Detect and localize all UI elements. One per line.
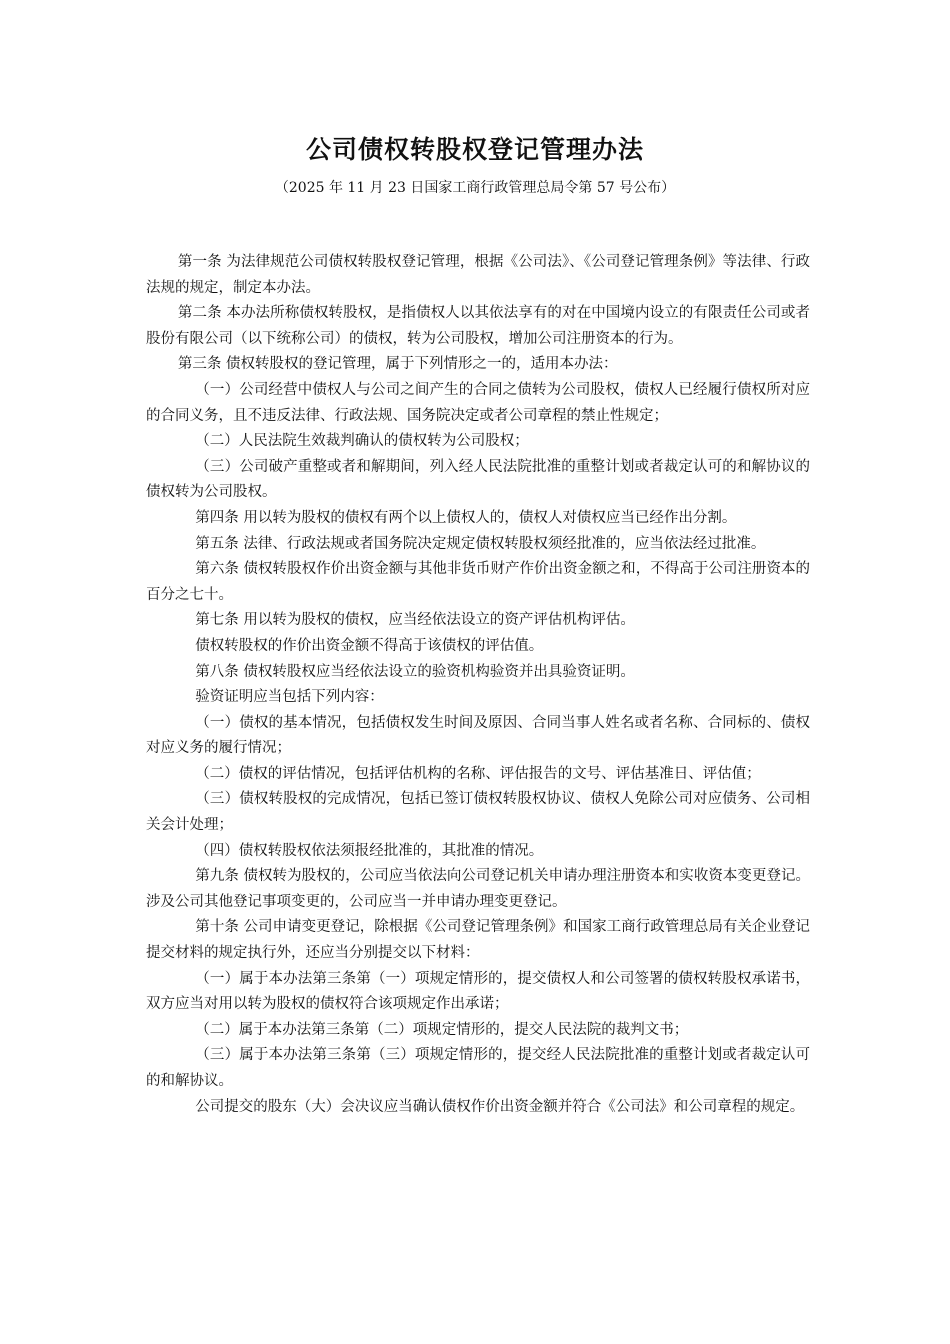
article-2: 第二条 本办法所称债权转股权，是指债权人以其依法享有的对在中国境内设立的有限责任公司或者股份有限公司（以下统称公司）的债权，转为公司股权，增加公司注册资本的行为。 xyxy=(146,305,810,347)
document-subtitle: （2025 年 11 月 23 日国家工商行政管理总局令第 57 号公布） xyxy=(274,180,676,196)
article-6: 第六条 债权转股权作价出资金额与其他非货币财产作价出资金额之和，不得高于公司注册资本的百分之七十。 xyxy=(146,561,810,603)
article-3-item-1: （一）公司经营中债权人与公司之间产生的合同之债转为公司股权，债权人已经履行债权所对应的合同义务，且不违反法律、行政法规、国务院决定或者公司章程的禁止性规定； xyxy=(146,381,810,424)
article-3-item-3: （三）公司破产重整或者和解期间，列入经人民法院批准的重整计划或者裁定认可的和解协议的债权转为公司股权。 xyxy=(146,458,810,501)
document-body xyxy=(146,250,810,1120)
article-8-clause-2: 验资证明应当包括下列内容： xyxy=(195,689,384,706)
article-8-item-1: （一）债权的基本情况，包括债权发生时间及原因、合同当事人姓名或者名称、合同标的、债权对应义务的履行情况； xyxy=(146,714,810,757)
document-title: 公司债权转股权登记管理办法 xyxy=(305,135,644,164)
article-8-item-2: （二）债权的评估情况，包括评估机构的名称、评估报告的文号、评估基准日、评估值； xyxy=(195,765,761,782)
article-10-clause-2: 公司提交的股东（大）会决议应当确认债权作价出资金额并符合《公司法》和公司章程的规定。 xyxy=(195,1098,805,1115)
article-5: 第五条 法律、行政法规或者国务院决定规定债权转股权须经批准的，应当依法经过批准。 xyxy=(195,535,766,552)
article-9: 第九条 债权转为股权的，公司应当依法向公司登记机关申请办理注册资本和实收资本变更登记。涉及公司其他登记事项变更的，公司应当一并申请办理变更登记。 xyxy=(146,868,810,910)
article-7-clause-2: 债权转股权的作价出资金额不得高于该债权的评估值。 xyxy=(195,637,544,654)
article-8: 第八条 债权转股权应当经依法设立的验资机构验资并出具验资证明。 xyxy=(195,663,635,680)
article-7: 第七条 用以转为股权的债权，应当经依法设立的资产评估机构评估。 xyxy=(195,612,635,629)
article-3: 第三条 债权转股权的登记管理，属于下列情形之一的，适用本办法： xyxy=(177,356,618,373)
article-3-item-2: （二）人民法院生效裁判确认的债权转为公司股权； xyxy=(195,433,529,450)
article-10-item-1: （一）属于本办法第三条第（一）项规定情形的，提交债权人和公司签署的债权转股权承诺书，双方应当对用以转为股权的债权符合该项规定作出承诺； xyxy=(146,970,810,1013)
article-10-item-2: （二）属于本办法第三条第（二）项规定情形的，提交人民法院的裁判文书； xyxy=(195,1021,689,1038)
article-10: 第十条 公司申请变更登记，除根据《公司登记管理条例》和国家工商行政管理总局有关企业登记提交材料的规定执行外，还应当分别提交以下材料： xyxy=(146,919,810,962)
article-8-item-3: （三）债权转股权的完成情况，包括已签订债权转股权协议、债权人免除公司对应债务、公司相关会计处理； xyxy=(146,791,810,834)
article-1: 第一条 为法律规范公司债权转股权登记管理，根据《公司法》、《公司登记管理条例》等法律、行政法规的规定，制定本办法。 xyxy=(146,254,810,296)
article-4: 第四条 用以转为股权的债权有两个以上债权人的，债权人对债权应当已经作出分割。 xyxy=(195,509,737,526)
article-8-item-4: （四）债权转股权依法须报经批准的，其批准的情况。 xyxy=(195,842,544,859)
article-10-item-3: （三）属于本办法第三条第（三）项规定情形的，提交经人民法院批准的重整计划或者裁定认可的和解协议。 xyxy=(146,1047,810,1089)
